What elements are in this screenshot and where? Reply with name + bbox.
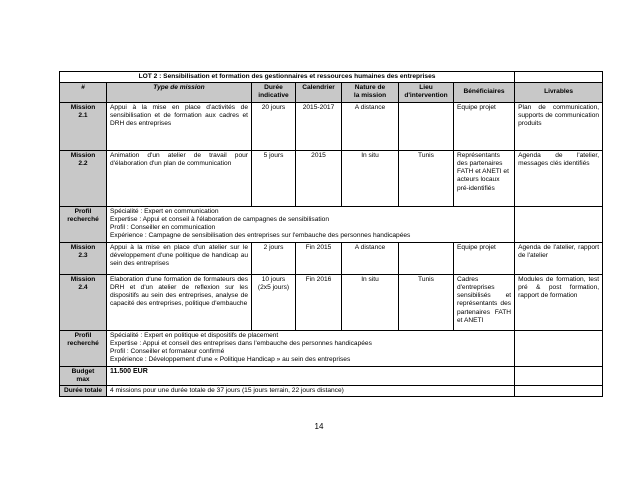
mission-2-3-beneficiaires: Equipe projet [454, 242, 515, 274]
mission-2-2-beneficiaires: Représentants des partenaires FATH et ANETI et acteurs locaux pré-identifiés [454, 150, 515, 206]
header-type: Type de mission [107, 83, 252, 102]
mission-2-2-type: Animation d'un atelier de travail pour d'élaboration d'un plan de communication [107, 150, 252, 206]
mission-2-2-livrables: Agenda de l'atelier, messages clés identifiés [515, 150, 603, 206]
mission-2-3-lieu [399, 242, 454, 274]
mission-2-2-code: Mission 2.2 [60, 150, 107, 206]
header-beneficiaires: Bénéficiaires [454, 83, 515, 102]
profil-1-label: Profil recherché [60, 206, 107, 242]
mission-2-3-code: Mission 2.3 [60, 242, 107, 274]
mission-2-4-lieu: Tunis [399, 274, 454, 330]
mission-2-4-type: Elaboration d'une formation de formateurs des DRH et d'un atelier de reflexion sur les dispositifs au sein des entreprises, analyse de capacité des entreprises, politique d'embauche [107, 274, 252, 330]
mission-2-4-duree: 10 jours (2x5 jours) [252, 274, 296, 330]
mission-2-2-lieu: Tunis [399, 150, 454, 206]
budget-value: 11.500 EUR [107, 366, 515, 385]
table-title-row [60, 72, 603, 83]
mission-2-4-beneficiaires: Cadres d'entreprises sensibilisés et représentants des partenaires FATH et ANETI [454, 274, 515, 330]
mission-2-1-beneficiaires: Equipe projet [454, 102, 515, 150]
mission-2-3-livrables: Agenda de l'atelier, rapport de l'atelier [515, 242, 603, 274]
header-calendrier: Calendrier [296, 83, 342, 102]
mission-2-3-duree: 2 jours [252, 242, 296, 274]
duree-totale-blank [515, 386, 603, 397]
table-row [60, 242, 603, 274]
profil-2-details: Spécialité : Expert en politique et dispositifs de placement Expertise : Appui et conseil des entreprises dans l'embauche des personnes handicapées Profil : Conseiller et formateur confirmé Expérience : Développement d'une « Politique Handicap » au sein des entreprises [107, 330, 515, 366]
mission-2-4-code: Mission 2.4 [60, 274, 107, 330]
mission-2-1-duree: 20 jours [252, 102, 296, 150]
profil-1-blank [515, 206, 603, 242]
table-row [60, 330, 603, 366]
mission-2-1-type: Appui à la mise en place d'activités de sensibilisation et de formation aux cadres et DRH des entreprises [107, 102, 252, 150]
table-row [60, 366, 603, 385]
budget-blank [515, 366, 603, 385]
mission-2-4-nature: In situ [342, 274, 399, 330]
lot2-table [59, 71, 603, 397]
table-title-blank [515, 72, 603, 83]
header-livrables: Livrables [515, 83, 603, 102]
profil-1-details: Spécialité : Expert en communication Expertise : Appui et conseil à l'élaboration de campagnes de sensibilisation Profil : Conseiller en communication Expérience : Campagne de sensibilisation des entreprises sur l'embauche des personnes handicapées [107, 206, 515, 242]
mission-2-3-type: Appui à la mise en place d'un atelier sur le développement d'une politique de handicap au sein des entreprises [107, 242, 252, 274]
duree-totale-label: Durée totale [60, 386, 107, 397]
table-row [60, 274, 603, 330]
mission-2-1-livrables: Plan de communication, supports de communication produits [515, 102, 603, 150]
page-number: 14 [314, 422, 324, 431]
mission-2-4-livrables: Modules de formation, test pré & post formation, rapport de formation [515, 274, 603, 330]
budget-label: Budget max [60, 366, 107, 385]
mission-2-4-calendrier: Fin 2016 [296, 274, 342, 330]
duree-totale-value: 4 missions pour une durée totale de 37 jours (15 jours terrain, 22 jours distance) [107, 386, 515, 397]
mission-2-2-nature: In situ [342, 150, 399, 206]
mission-2-3-nature: A distance [342, 242, 399, 274]
table-row [60, 102, 603, 150]
profil-2-blank [515, 330, 603, 366]
header-lieu: Lieu d'intervention [399, 83, 454, 102]
profil-2-label: Profil recherché [60, 330, 107, 366]
mission-2-1-calendrier: 2015-2017 [296, 102, 342, 150]
table-row [60, 206, 603, 242]
table-row [60, 150, 603, 206]
mission-2-1-code: Mission 2.1 [60, 102, 107, 150]
mission-2-1-lieu [399, 102, 454, 150]
table-row [60, 386, 603, 397]
mission-2-3-calendrier: Fin 2015 [296, 242, 342, 274]
table-title: LOT 2 : Sensibilisation et formation des gestionnaires et ressources humaines des entreprises [60, 72, 515, 83]
mission-2-1-nature: A distance [342, 102, 399, 150]
mission-2-2-duree: 5 jours [252, 150, 296, 206]
header-duree: Durée indicative [252, 83, 296, 102]
header-nature: Nature de la mission [342, 83, 399, 102]
header-row [60, 83, 603, 102]
header-num: # [60, 83, 107, 102]
mission-2-2-calendrier: 2015 [296, 150, 342, 206]
